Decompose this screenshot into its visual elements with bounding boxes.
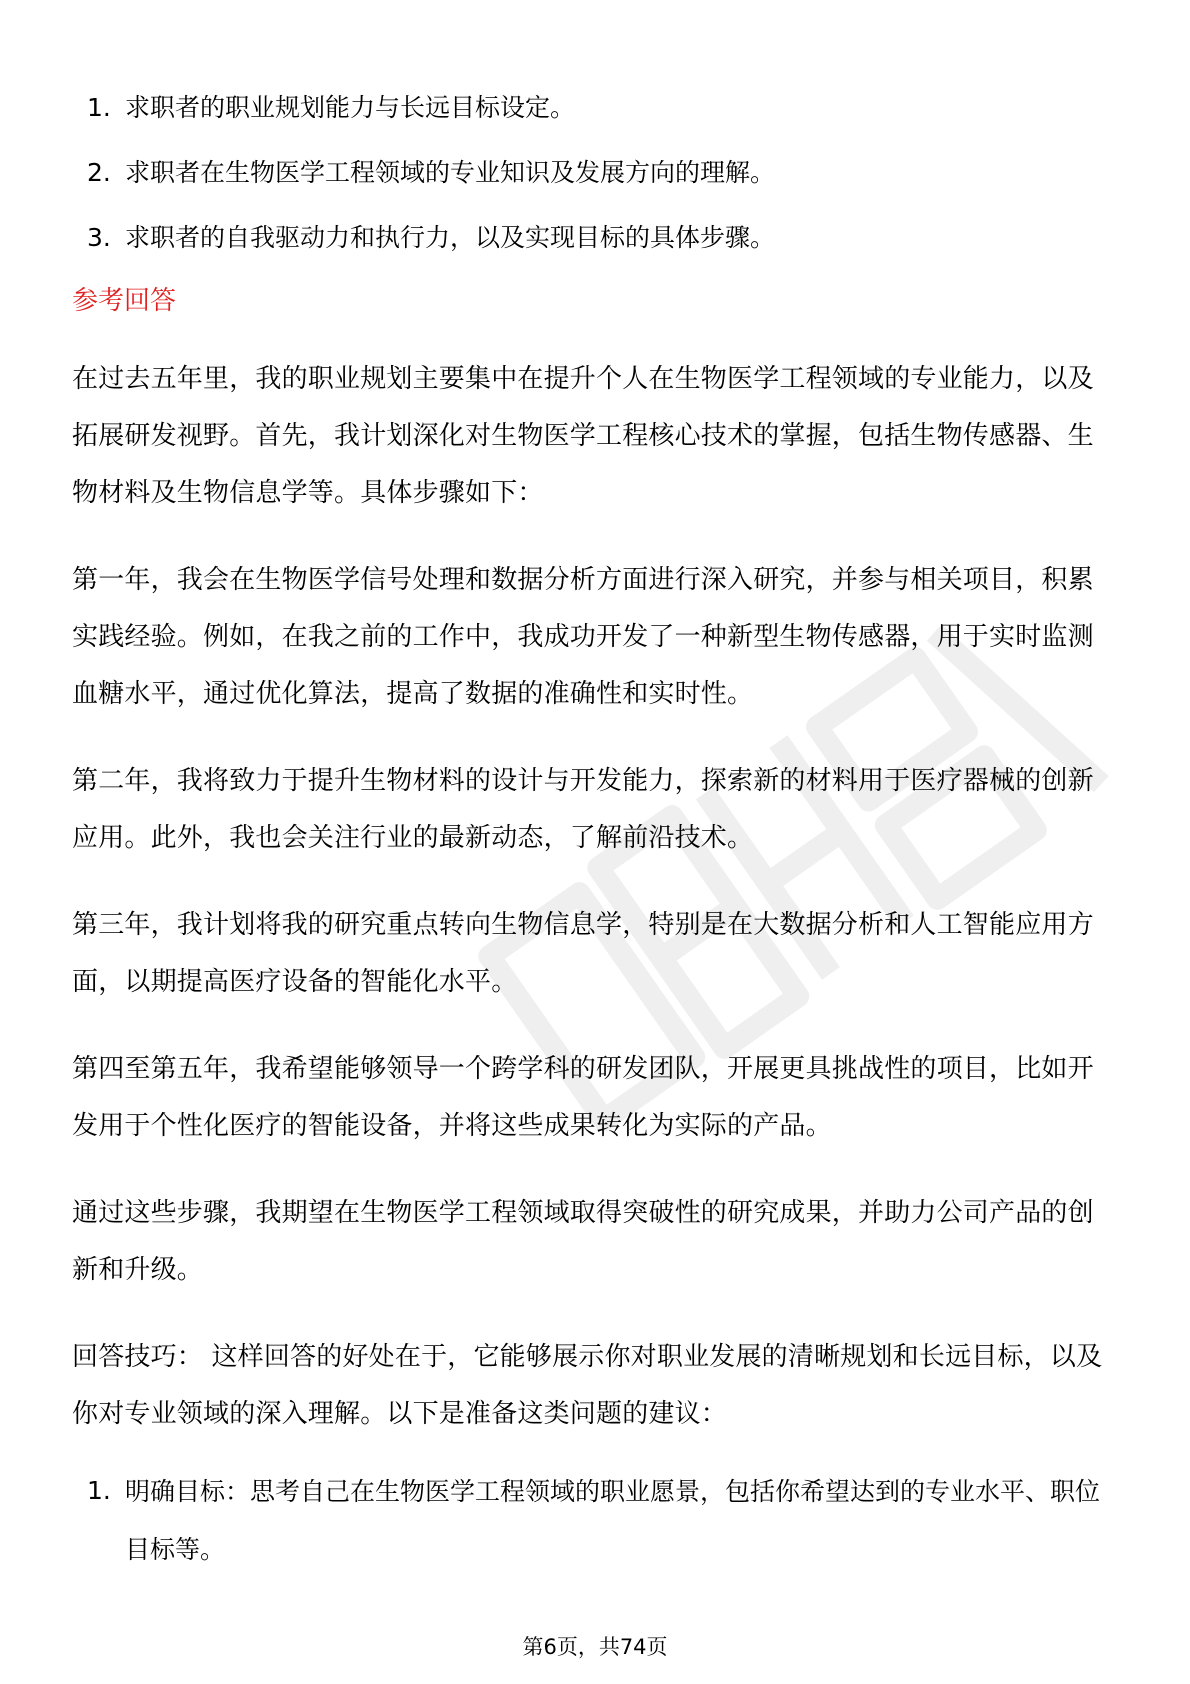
list-number: 3.	[87, 223, 111, 252]
list-number: 1.	[87, 93, 111, 122]
list-number: 1.	[87, 1476, 111, 1505]
list-text: 明确目标：思考自己在生物医学工程领域的职业愿景，包括你希望达到的专业水平、职位目标等。	[125, 1477, 1101, 1564]
paragraph-year-four-five: 第四至第五年，我希望能够领导一个跨学科的研发团队，开展更具挑战性的项目，比如开发用于个性化医疗的智能设备，并将这些成果转化为实际的产品。	[72, 1054, 1094, 1141]
list-item	[72, 86, 1117, 135]
evaluation-points-list	[72, 86, 1117, 265]
paragraph-year-one: 第一年，我会在生物医学信号处理和数据分析方面进行深入研究，并参与相关项目，积累实践经验。例如，在我之前的工作中，我成功开发了一种新型生物传感器，用于实时监测血糖水平，通过优化算法，提高了数据的准确性和实时性。	[72, 565, 1094, 709]
paragraph-year-three: 第三年，我计划将我的研究重点转向生物信息学，特别是在大数据分析和人工智能应用方面，以期提高医疗设备的智能化水平。	[72, 910, 1094, 997]
list-item	[72, 151, 1117, 200]
list-number: 2.	[87, 158, 111, 187]
document-page	[72, 86, 1117, 1595]
tips-list	[72, 1469, 1117, 1579]
paragraph-answer-tips: 回答技巧： 这样回答的好处在于，它能够展示你对职业发展的清晰规划和长远目标，以及你对专业领域的深入理解。以下是准备这类问题的建议：	[72, 1342, 1103, 1429]
list-text: 求职者在生物医学工程领域的专业知识及发展方向的理解。	[125, 158, 776, 187]
list-text: 求职者的职业规划能力与长远目标设定。	[125, 93, 576, 122]
list-item	[72, 1469, 1117, 1579]
list-item	[72, 216, 1117, 265]
paragraph-intro: 在过去五年里，我的职业规划主要集中在提升个人在生物医学工程领域的专业能力，以及拓展研发视野。首先，我计划深化对生物医学工程核心技术的掌握，包括生物传感器、生物材料及生物信息学等。具体步骤如下：	[72, 364, 1094, 508]
reference-answer-heading: 参考回答	[72, 286, 177, 316]
list-text: 求职者的自我驱动力和执行力，以及实现目标的具体步骤。	[125, 223, 776, 252]
paragraph-year-two: 第二年，我将致力于提升生物材料的设计与开发能力，探索新的材料用于医疗器械的创新应用。此外，我也会关注行业的最新动态，了解前沿技术。	[72, 766, 1094, 853]
page-footer: 第6页，共74页	[522, 1635, 668, 1659]
paragraph-conclusion: 通过这些步骤，我期望在生物医学工程领域取得突破性的研究成果，并助力公司产品的创新和升级。	[72, 1198, 1094, 1285]
